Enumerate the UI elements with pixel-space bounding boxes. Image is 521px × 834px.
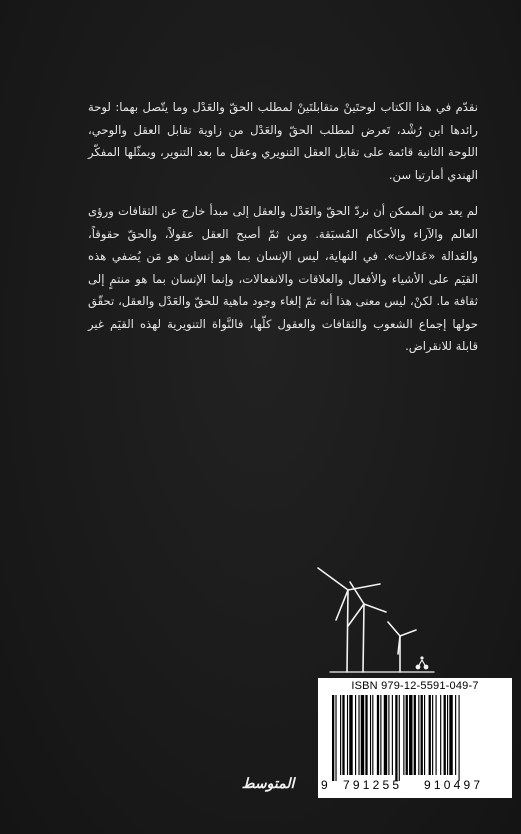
ean-first-digit: 9 xyxy=(321,778,328,792)
cyclist-figure xyxy=(416,656,429,669)
publisher-logo: المتوسط xyxy=(241,776,295,792)
back-cover-blurb xyxy=(88,96,478,372)
isbn-barcode xyxy=(318,678,512,798)
blurb-paragraph-1: نقدّم في هذا الكتاب لوحتَينْ متقابلتَينْ لمطلب الحقّ والعَدْل وما يتّصل بهما: لوحة رائدها ابن رُشْد، تَعرض لمطلب الحقّ والعَدْل من زاوية تقابل العقل والوحي، اللوحة الثانية قائمة على تقابل العقل التنويري وعقل ما بعد التنوير، ويمثّلها المفكّر الهندي أمارتيا سن. xyxy=(88,100,478,182)
isbn-label: ISBN 979-12-5591-049-7 xyxy=(351,680,479,692)
blurb-paragraph-2: لم يعد من الممكن أن نردّ الحقّ والعَدْل والعقل إلى مبدأ خارج عن الثقافات ورؤى العالم والآراء والأحكام المُسبَقة. ومن ثمّ أصبح العقل عقولاً، والحقّ حقوقاً، والعَدالة «عَدالات». في النهاية، ليس الإنسان بما هو إنسان هو مَن يُضفي هذه القيَم على الأشياء والأفعال والعلاقات والانفعالات، وإنما الإنسان بما هو منتمٍ إلى ثقافة ما. لكنْ، ليس معنى هذا أنه تمّ إلغاء وجود ماهية للحقّ والعَدْل والعقل، تحقّق حولها إجماع الشعوب والثقافات والعقول كلّها، فالنَّواة التنويرية لهذه القيَم غير قابلة للانقراض. xyxy=(88,204,478,353)
barcode-bars xyxy=(330,695,500,781)
wind-turbines-illustration xyxy=(300,560,440,680)
ean-digits xyxy=(318,778,512,796)
ean-right-group: 910497 xyxy=(424,778,484,792)
ean-left-group: 791255 xyxy=(343,778,403,792)
